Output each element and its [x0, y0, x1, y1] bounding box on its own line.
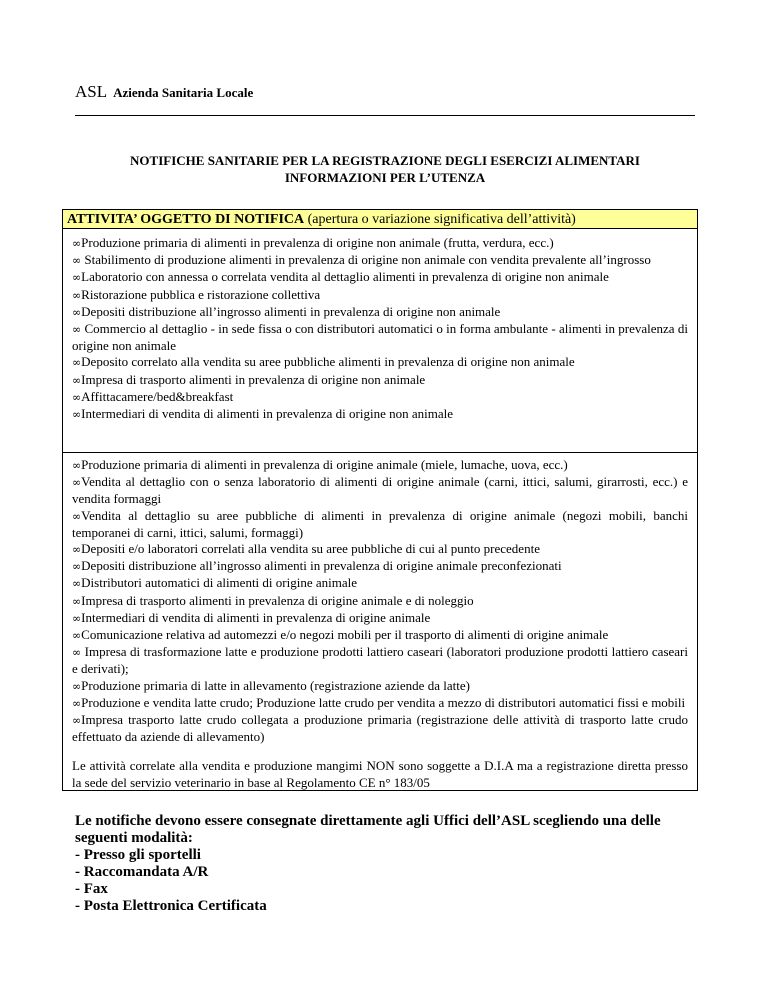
activity-item — [72, 235, 688, 252]
activity-text: Produzione primaria di latte in allevamento (registrazione aziende da latte) — [81, 677, 470, 693]
activity-item — [72, 541, 688, 558]
infinity-bullet-icon: ∞ — [72, 543, 82, 557]
activity-text: Impresa di trasformazione latte e produzione prodotti lattiero caseari (laboratori produzione prodotti lattiero caseari e derivati); — [72, 644, 688, 677]
submission-intro: Le notifiche devono essere consegnate direttamente agli Uffici dell’ASL scegliendo una delle seguenti modalità: — [75, 813, 661, 846]
infinity-bullet-icon: ∞ — [72, 679, 82, 693]
infinity-bullet-icon: ∞ — [72, 408, 82, 422]
org-name: Azienda Sanitaria Locale — [113, 85, 254, 100]
infinity-bullet-icon: ∞ — [72, 356, 82, 370]
infinity-bullet-icon: ∞ — [72, 696, 82, 710]
activity-text: Produzione e vendita latte crudo; Produzione latte crudo per vendita a mezzo di distributori automatici fissi e mobili — [81, 694, 686, 710]
document-title — [75, 152, 695, 186]
activity-item — [72, 252, 688, 269]
activity-text: Depositi e/o laboratori correlati alla vendita su aree pubbliche di cui al punto precedente — [81, 541, 540, 557]
infinity-bullet-icon: ∞ — [72, 611, 82, 625]
activities-box-header — [63, 210, 697, 229]
activity-text: Produzione primaria di alimenti in prevalenza di origine non animale (frutta, verdura, ecc.) — [81, 235, 554, 250]
submission-option: - Fax — [75, 881, 108, 897]
infinity-bullet-icon: ∞ — [72, 629, 82, 643]
document-header — [75, 82, 695, 102]
activities-box — [62, 209, 698, 791]
activity-text: Depositi distribuzione all’ingrosso alimenti in prevalenza di origine animale preconfezionati — [81, 558, 562, 574]
submission-instructions — [75, 813, 685, 915]
activity-text: Impresa trasporto latte crudo collegata a produzione primaria (registrazione delle attività di trasporto latte crudo effettuato da aziende di allevamento) — [72, 712, 688, 745]
activity-text: Stabilimento di produzione alimenti in prevalenza di origine non animale con vendita prevalente all’ingrosso — [81, 252, 651, 268]
infinity-bullet-icon: ∞ — [72, 459, 82, 472]
activity-item — [72, 593, 688, 610]
infinity-bullet-icon: ∞ — [72, 714, 82, 728]
activity-text: Vendita al dettaglio su aree pubbliche di alimenti in prevalenza di origine animale (negozi mobili, banchi temporanei di carni, ittici, salumi, formaggi) — [72, 507, 688, 540]
activities-subheading: (apertura o variazione significativa dell’attività) — [304, 212, 576, 227]
infinity-bullet-icon: ∞ — [72, 305, 82, 319]
infinity-bullet-icon: ∞ — [72, 373, 82, 387]
infinity-bullet-icon: ∞ — [72, 509, 82, 523]
title-line-2: INFORMAZIONI PER L’UTENZA — [284, 170, 486, 185]
activity-text: Ristorazione pubblica e ristorazione collettiva — [81, 286, 321, 302]
activity-text: Deposito correlato alla vendita su aree pubbliche alimenti in prevalenza di origine non animale — [81, 354, 575, 370]
activity-text: Commercio al dettaglio - in sede fissa o con distributori automatici o in forma ambulante - alimenti in prevalenza di origine non animale — [72, 321, 688, 354]
submission-options-list — [75, 847, 685, 915]
infinity-bullet-icon: ∞ — [72, 390, 82, 404]
activity-item — [72, 474, 688, 507]
infinity-bullet-icon: ∞ — [72, 646, 82, 660]
animal-activities-section — [63, 453, 697, 791]
activity-item — [72, 695, 688, 712]
infinity-bullet-icon: ∞ — [72, 323, 82, 337]
activity-item — [72, 627, 688, 644]
activity-text: Depositi distribuzione all’ingrosso alimenti in prevalenza di origine non animale — [81, 303, 501, 319]
activity-item — [72, 372, 688, 389]
title-line-1: NOTIFICHE SANITARIE PER LA REGISTRAZIONE DEGLI ESERCIZI ALIMENTARI — [130, 153, 640, 168]
activity-text: Impresa di trasporto alimenti in prevalenza di origine animale e di noleggio — [81, 592, 474, 608]
infinity-bullet-icon: ∞ — [72, 594, 82, 608]
infinity-bullet-icon: ∞ — [72, 237, 82, 250]
header-divider — [75, 115, 695, 116]
submission-option: - Raccomandata A/R — [75, 864, 209, 880]
activity-item — [72, 389, 688, 406]
activity-text: Intermediari di vendita di alimenti in prevalenza di origine non animale — [81, 406, 453, 422]
activity-item — [72, 287, 688, 304]
activity-text: Affittacamere/bed&breakfast — [81, 388, 234, 404]
activity-item — [72, 508, 688, 541]
activities-heading: ATTIVITA’ OGGETTO DI NOTIFICA — [67, 212, 305, 227]
infinity-bullet-icon: ∞ — [72, 271, 82, 285]
infinity-bullet-icon: ∞ — [72, 288, 82, 302]
submission-option: - Presso gli sportelli — [75, 847, 201, 863]
activity-item — [72, 610, 688, 627]
activity-text: Laboratorio con annessa o correlata vendita al dettaglio alimenti in prevalenza di origine non animale — [81, 269, 609, 285]
non-animal-activities-section — [63, 229, 697, 453]
activity-item — [72, 575, 688, 592]
activity-item — [72, 644, 688, 677]
activity-item — [72, 354, 688, 371]
activity-item — [72, 304, 688, 321]
infinity-bullet-icon: ∞ — [72, 254, 82, 268]
activity-item — [72, 457, 688, 474]
activity-item — [72, 321, 688, 354]
activity-item — [72, 269, 688, 286]
activity-item — [72, 558, 688, 575]
submission-option: - Posta Elettronica Certificata — [75, 898, 267, 914]
activity-text: Comunicazione relativa ad automezzi e/o negozi mobili per il trasporto di alimenti di origine animale — [81, 627, 609, 643]
infinity-bullet-icon: ∞ — [72, 577, 82, 591]
activity-text: Impresa di trasporto alimenti in prevalenza di origine non animale — [81, 371, 426, 387]
org-abbreviation: ASL — [75, 82, 108, 101]
activity-item — [72, 678, 688, 695]
activity-text: Distributori automatici di alimenti di origine animale — [81, 575, 357, 591]
infinity-bullet-icon: ∞ — [72, 560, 82, 574]
infinity-bullet-icon: ∞ — [72, 476, 82, 490]
feed-registration-note: Le attività correlate alla vendita e produzione mangimi NON sono soggette a D.I.A ma a registrazione diretta presso la sede del servizio veterinario in base al Regolamento CE n° 183/05 — [72, 758, 688, 790]
activity-item — [72, 712, 688, 745]
activity-item — [72, 406, 688, 423]
activity-text: Produzione primaria di alimenti in prevalenza di origine animale (miele, lumache, uova, ecc.) — [81, 457, 568, 472]
activity-text: Vendita al dettaglio con o senza laboratorio di alimenti di origine animale (carni, ittici, salumi, girarrosti, ecc.) e vendita formaggi — [72, 474, 688, 507]
activity-text: Intermediari di vendita di alimenti in prevalenza di origine animale — [81, 609, 431, 625]
